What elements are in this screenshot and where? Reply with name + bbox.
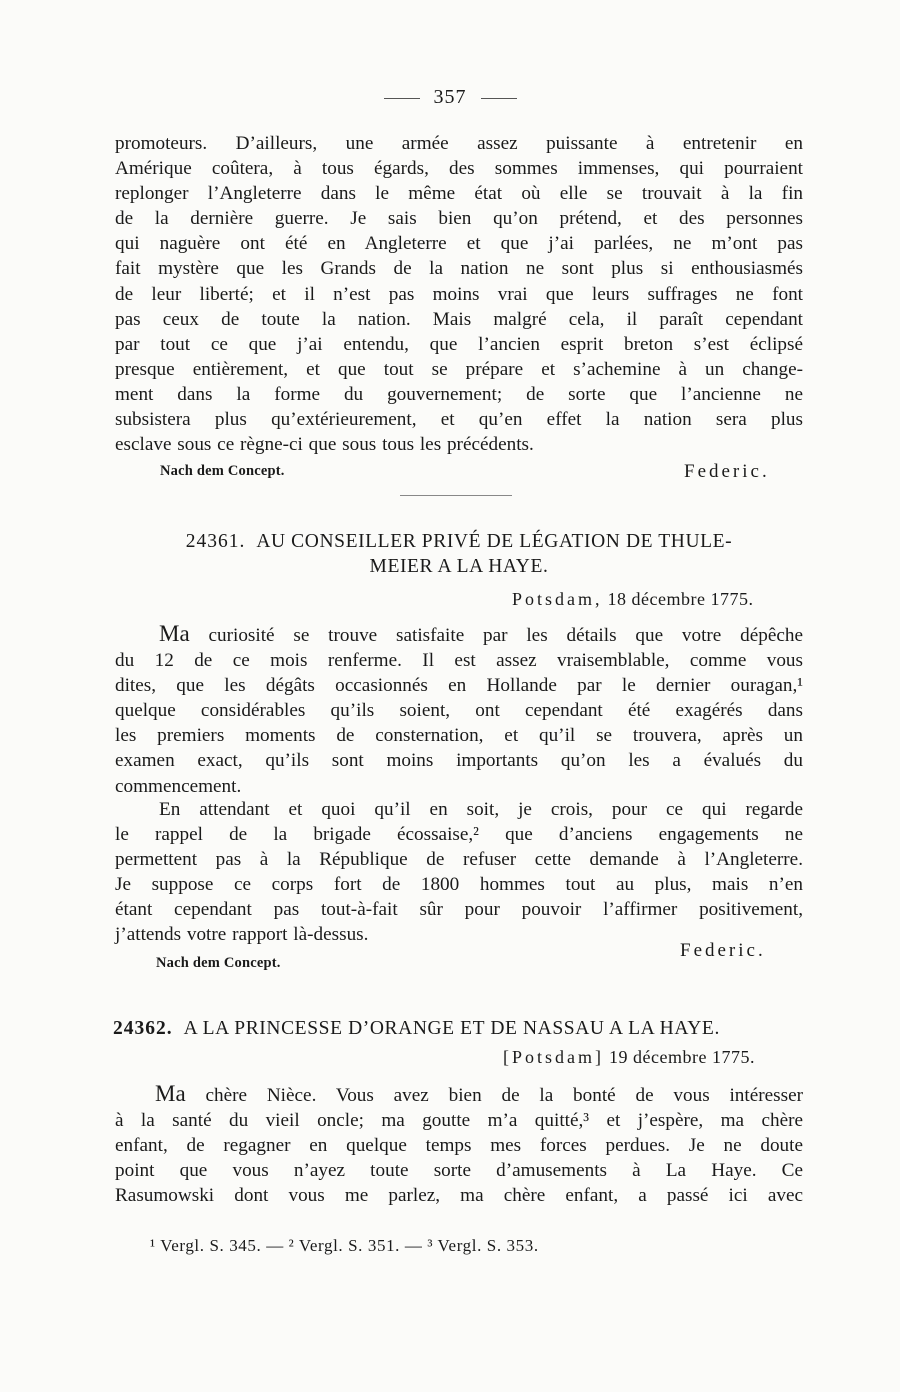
paragraph-line: point que vous n’ayez toute sorte d’amusements à La Haye. Ce: [115, 1160, 803, 1182]
intro-line: de leur liberté; et il n’est pas moins vrai que leurs suffrages ne font: [115, 283, 803, 305]
intro-line: qui naguère ont été en Angleterre et que j’ai parlées, ne m’ont pas: [115, 233, 803, 255]
paragraph-line: commencement.: [115, 775, 242, 797]
intro-source-note: Nach dem Concept.: [160, 463, 285, 479]
paragraph-line: quelque considérables qu’ils soient, ont cependant été exagérés dans: [115, 700, 803, 722]
paragraph-line: les premiers moments de consternation, et qu’il se trouvera, après un: [115, 725, 803, 747]
letter-24361-number: 24361.: [185, 531, 246, 552]
letter-24361-source-note: Nach dem Concept.: [156, 955, 281, 971]
paragraph-line-text: chère Nièce. Vous avez bien de la bonté de vous intéresser: [185, 1085, 803, 1106]
letter-24361-date-rest: 18 décembre 1775.: [607, 589, 754, 609]
letter-24361-date: [512, 589, 753, 610]
letter-24361-heading-line2: MEIER A LA HAYE.: [369, 556, 549, 577]
intro-paragraph: [115, 131, 803, 457]
letter-24361-signature: Federic.: [680, 940, 766, 961]
intro-line: pas ceux de toute la nation. Mais malgré cela, il paraît cependant: [115, 308, 803, 330]
intro-signature: Federic.: [684, 461, 770, 482]
paragraph-line: enfant, de regagner en quelque temps mes forces perdues. Je ne doute: [115, 1135, 803, 1157]
intro-line: par tout ce que j’ai entendu, que l’ancien esprit breton s’est éclipsé: [115, 333, 803, 355]
intro-line: esclave sous ce règne-ci que sous tous les précédents.: [115, 434, 534, 456]
page-number-text: 357: [433, 86, 467, 108]
footnotes: ¹ Vergl. S. 345. — ² Vergl. S. 351. — ³ Vergl. S. 353.: [150, 1236, 539, 1255]
paragraph-line-text: curiosité se trouve satisfaite par les détails que votre dépêche: [189, 625, 803, 646]
letter-24361-heading-line1: AU CONSEILLER PRIVÉ DE LÉGATION DE THULE-: [256, 531, 733, 552]
intro-line: promoteurs. D’ailleurs, une armée assez puissante à entretenir en: [115, 133, 803, 154]
intro-line: subsistera plus qu’extérieurement, et qu’en effet la nation sera plus: [115, 409, 803, 431]
intro-line: de la dernière guerre. Je sais bien qu’on prétend, et des personnes: [115, 208, 803, 230]
page-number-dash-right: [481, 98, 517, 99]
paragraph-line: du 12 de ce mois renferme. Il est assez vraisemblable, comme vous: [115, 650, 803, 672]
paragraph-line: dites, que les dégâts occasionnés en Hollande par le dernier ouragan,¹: [115, 675, 803, 697]
paragraph-line: [115, 621, 803, 648]
intro-line: fait mystère que les Grands de la nation ne sont plus si enthousiasmés: [115, 258, 803, 280]
drop-initial: Ma: [155, 1081, 186, 1106]
letter-24362-date: [503, 1047, 755, 1068]
drop-initial: Ma: [159, 621, 190, 646]
letter-24361-date-place: Potsdam,: [512, 589, 603, 609]
intro-line: presque entièrement, et que tout se prépare et s’achemine à un change-: [115, 358, 803, 380]
section-divider: [400, 495, 512, 496]
letter-24362-paragraph-1: [115, 1081, 803, 1208]
letter-24361-paragraph-2: [115, 797, 803, 948]
intro-line: Amérique coûtera, à tous égards, des sommes immenses, qui pourraient: [115, 158, 803, 180]
letter-24361-paragraph-1: [115, 621, 803, 799]
page-number: [0, 86, 900, 109]
paragraph-line: [115, 1081, 803, 1108]
letter-24362-heading-text: A LA PRINCESSE D’ORANGE ET DE NASSAU A LA HAYE.: [183, 1018, 720, 1039]
intro-line: replonger l’Angleterre dans le même état où elle se trouvait à la fin: [115, 183, 803, 205]
letter-24361-heading: [115, 529, 803, 579]
paragraph-line: Je suppose ce corps fort de 1800 hommes tout au plus, mais n’en: [115, 874, 803, 896]
paragraph-line: permettent pas à la République de refuser cette demande à l’Angleterre.: [115, 849, 803, 871]
letter-24362-number: 24362.: [113, 1018, 173, 1039]
intro-line: ment dans la forme du gouvernement; de sorte que l’ancienne ne: [115, 383, 803, 405]
paragraph-line: En attendant et quoi qu’il en soit, je crois, pour ce qui regarde: [159, 799, 803, 820]
letter-24362-date-rest: 19 décembre 1775.: [609, 1047, 755, 1067]
paragraph-line: à la santé du vieil oncle; ma goutte m’a quitté,³ et j’espère, ma chère: [115, 1110, 803, 1132]
letter-24362-date-place: [Potsdam]: [503, 1047, 604, 1067]
paragraph-line: Rasumowski dont vous me parlez, ma chère enfant, a passé ici avec: [115, 1185, 803, 1207]
paragraph-line: examen exact, qu’ils sont moins importants qu’on les a évalués du: [115, 750, 803, 772]
paragraph-line: le rappel de la brigade écossaise,² que d’anciens engagements ne: [115, 824, 803, 846]
paragraph-line: j’attends votre rapport là-dessus.: [115, 924, 369, 946]
paragraph-line: étant cependant pas tout-à-fait sûr pour pouvoir l’affirmer positivement,: [115, 899, 803, 921]
letter-24362-heading: [113, 1016, 813, 1041]
page-number-dash-left: [384, 98, 420, 99]
